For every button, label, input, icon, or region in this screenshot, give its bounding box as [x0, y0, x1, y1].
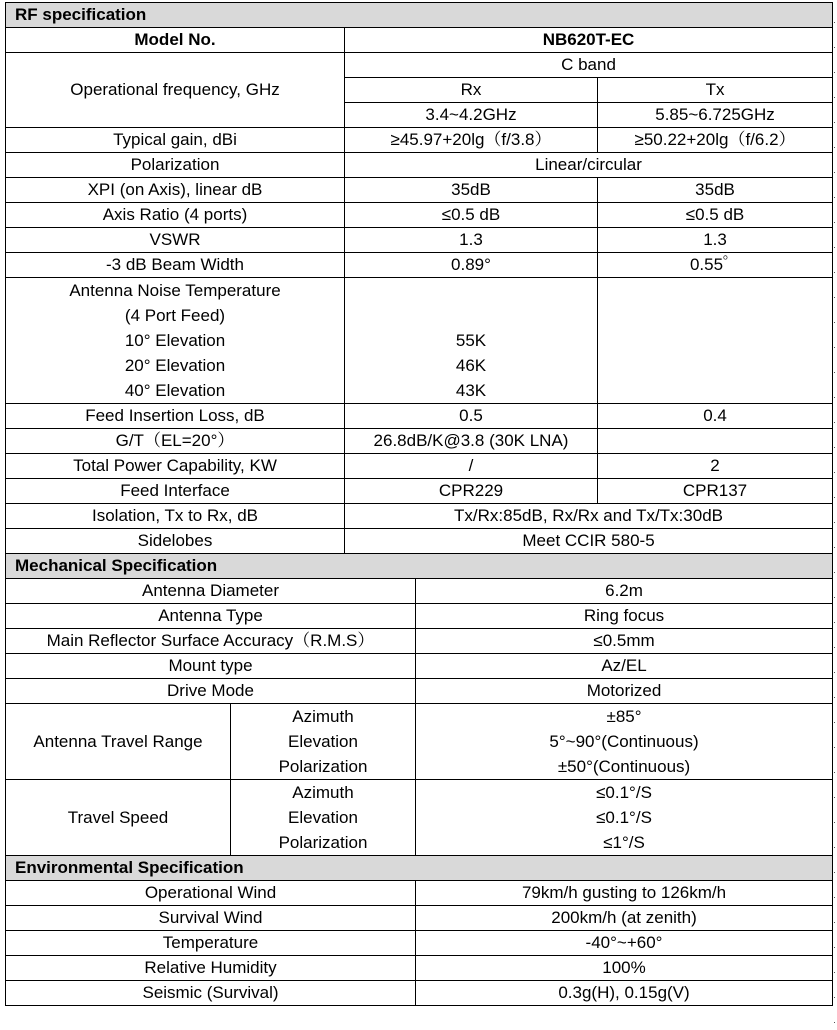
tx-header: Tx	[598, 78, 833, 103]
spec-sheet	[5, 2, 832, 1006]
noise-temp-values	[345, 278, 598, 404]
power-rx: /	[345, 454, 598, 479]
row-end-mark: ·	[833, 192, 836, 202]
speed-el-value: ≤0.1°/S	[596, 808, 652, 827]
survival-wind-label: Survival Wind	[6, 906, 416, 931]
noise-el10-value: 55K	[455, 331, 487, 350]
row-end-mark: ·	[833, 342, 836, 352]
row-end-marks	[833, 0, 837, 1030]
beam-width-tx: 0.55゜	[598, 253, 833, 278]
power-label: Total Power Capability, KW	[6, 454, 345, 479]
row-end-mark: ·	[833, 692, 836, 702]
row-end-mark: ·	[833, 492, 836, 502]
env-section-title: Environmental Specification	[6, 856, 833, 881]
travel-speed-values	[416, 780, 833, 856]
row-end-mark: ·	[833, 742, 836, 752]
travel-range-values	[416, 704, 833, 780]
noise-temp-title: Antenna Noise Temperature	[69, 281, 281, 300]
seismic-label: Seismic (Survival)	[6, 981, 416, 1006]
row-end-mark: ·	[833, 917, 836, 927]
row-end-mark: ·	[833, 42, 836, 52]
humidity-value: 100%	[416, 956, 833, 981]
row-end-mark: ·	[833, 942, 836, 952]
rx-freq: 3.4~4.2GHz	[345, 103, 598, 128]
rx-header: Rx	[345, 78, 598, 103]
feed-interface-label: Feed Interface	[6, 479, 345, 504]
diameter-label: Antenna Diameter	[6, 579, 416, 604]
axis-ratio-rx: ≤0.5 dB	[345, 203, 598, 228]
gt-tx	[598, 429, 833, 454]
row-end-mark: ·	[833, 667, 836, 677]
row-end-mark: ·	[833, 317, 836, 327]
xpi-label: XPI (on Axis), linear dB	[6, 178, 345, 203]
row-end-mark: ·	[833, 392, 836, 402]
isolation-value: Tx/Rx:85dB, Rx/Rx and Tx/Tx:30dB	[345, 504, 833, 529]
row-end-mark: ·	[833, 767, 836, 777]
row-end-mark: ·	[833, 592, 836, 602]
model-value: NB620T-EC	[345, 28, 833, 53]
travel-az-label: Azimuth	[292, 707, 354, 726]
row-end-mark: ·	[833, 117, 836, 127]
temperature-label: Temperature	[6, 931, 416, 956]
operational-wind-label: Operational Wind	[6, 881, 416, 906]
noise-temp-label	[6, 278, 345, 404]
row-end-mark: ·	[833, 167, 836, 177]
axis-ratio-tx: ≤0.5 dB	[598, 203, 833, 228]
gt-value: 26.8dB/K@3.8 (30K LNA)	[345, 429, 598, 454]
mech-section-title: Mechanical Specification	[6, 554, 833, 579]
pol-label: Polarization	[6, 153, 345, 178]
noise-el40-label: 40° Elevation	[124, 381, 226, 400]
travel-range-axes	[231, 704, 416, 780]
row-end-mark: ·	[833, 867, 836, 877]
feed-interface-rx: CPR229	[345, 479, 598, 504]
row-end-mark: ·	[833, 467, 836, 477]
seismic-value: 0.3g(H), 0.15g(V)	[416, 981, 833, 1006]
row-end-mark: ·	[833, 892, 836, 902]
travel-pol-value: ±50°(Continuous)	[557, 757, 691, 776]
row-end-mark: ·	[833, 142, 836, 152]
row-end-mark: ·	[833, 217, 836, 227]
speed-pol-label: Polarization	[278, 833, 368, 852]
tx-freq: 5.85~6.725GHz	[598, 103, 833, 128]
row-end-mark: ·	[833, 717, 836, 727]
row-end-mark: ·	[833, 267, 836, 277]
row-end-mark: ·	[833, 417, 836, 427]
spec-table	[5, 2, 833, 1006]
antenna-type-value: Ring focus	[416, 604, 833, 629]
vswr-label: VSWR	[6, 228, 345, 253]
row-end-mark: ·	[833, 567, 836, 577]
feed-loss-rx: 0.5	[345, 404, 598, 429]
gain-rx: ≥45.97+20lg（f/3.8）	[345, 128, 598, 153]
xpi-tx: 35dB	[598, 178, 833, 203]
operational-wind-value: 79km/h gusting to 126km/h	[416, 881, 833, 906]
speed-az-label: Azimuth	[292, 783, 354, 802]
noise-temp-tx	[598, 278, 833, 404]
row-end-mark: ·	[833, 17, 836, 27]
travel-speed-label: Travel Speed	[6, 780, 231, 856]
noise-el20-value: 46K	[455, 356, 487, 375]
row-end-mark: ·	[833, 292, 836, 302]
row-end-mark: ·	[833, 792, 836, 802]
feed-loss-tx: 0.4	[598, 404, 833, 429]
band-value: C band	[345, 53, 833, 78]
feed-loss-label: Feed Insertion Loss, dB	[6, 404, 345, 429]
noise-temp-subtitle: (4 Port Feed)	[124, 306, 226, 325]
beam-width-label: -3 dB Beam Width	[6, 253, 345, 278]
gain-tx: ≥50.22+20lg（f/6.2）	[598, 128, 833, 153]
row-end-mark: ·	[833, 617, 836, 627]
isolation-label: Isolation, Tx to Rx, dB	[6, 504, 345, 529]
row-end-mark: ·	[833, 842, 836, 852]
noise-el40-value: 43K	[455, 381, 487, 400]
travel-az-value: ±85°	[606, 707, 642, 726]
noise-el10-label: 10° Elevation	[124, 331, 226, 350]
antenna-type-label: Antenna Type	[6, 604, 416, 629]
row-end-mark: ·	[833, 367, 836, 377]
speed-el-label: Elevation	[288, 808, 358, 827]
axis-ratio-label: Axis Ratio (4 ports)	[6, 203, 345, 228]
temperature-value: -40°~+60°	[416, 931, 833, 956]
speed-az-value: ≤0.1°/S	[596, 783, 652, 802]
vswr-tx: 1.3	[598, 228, 833, 253]
surface-accuracy-label: Main Reflector Surface Accuracy（R.M.S）	[6, 629, 416, 654]
row-end-mark: ·	[833, 517, 836, 527]
row-end-mark: ·	[833, 92, 836, 102]
row-end-mark: ·	[833, 817, 836, 827]
row-end-mark: ·	[833, 642, 836, 652]
gain-label: Typical gain, dBi	[6, 128, 345, 153]
sidelobes-label: Sidelobes	[6, 529, 345, 554]
travel-range-label: Antenna Travel Range	[6, 704, 231, 780]
humidity-label: Relative Humidity	[6, 956, 416, 981]
pol-value: Linear/circular	[345, 153, 833, 178]
row-end-mark: ·	[833, 967, 836, 977]
feed-interface-tx: CPR137	[598, 479, 833, 504]
row-end-mark: ·	[833, 1017, 836, 1027]
model-label: Model No.	[6, 28, 345, 53]
mount-type-label: Mount type	[6, 654, 416, 679]
drive-mode-label: Drive Mode	[6, 679, 416, 704]
freq-label: Operational frequency, GHz	[6, 53, 345, 128]
power-tx: 2	[598, 454, 833, 479]
sidelobes-value: Meet CCIR 580-5	[345, 529, 833, 554]
gt-label: G/T（EL=20°）	[6, 429, 345, 454]
travel-speed-axes	[231, 780, 416, 856]
rf-section-title: RF specification	[6, 3, 833, 28]
mount-type-value: Az/EL	[416, 654, 833, 679]
row-end-mark: ·	[833, 992, 836, 1002]
row-end-mark: ·	[833, 67, 836, 77]
diameter-value: 6.2m	[416, 579, 833, 604]
noise-el20-label: 20° Elevation	[124, 356, 226, 375]
beam-width-rx: 0.89°	[345, 253, 598, 278]
xpi-rx: 35dB	[345, 178, 598, 203]
vswr-rx: 1.3	[345, 228, 598, 253]
travel-el-label: Elevation	[288, 732, 358, 751]
travel-el-value: 5°~90°(Continuous)	[549, 732, 699, 751]
row-end-mark: ·	[833, 442, 836, 452]
drive-mode-value: Motorized	[416, 679, 833, 704]
row-end-mark: ·	[833, 542, 836, 552]
travel-pol-label: Polarization	[278, 757, 368, 776]
surface-accuracy-value: ≤0.5mm	[416, 629, 833, 654]
survival-wind-value: 200km/h (at zenith)	[416, 906, 833, 931]
speed-pol-value: ≤1°/S	[603, 833, 645, 852]
row-end-mark: ·	[833, 242, 836, 252]
